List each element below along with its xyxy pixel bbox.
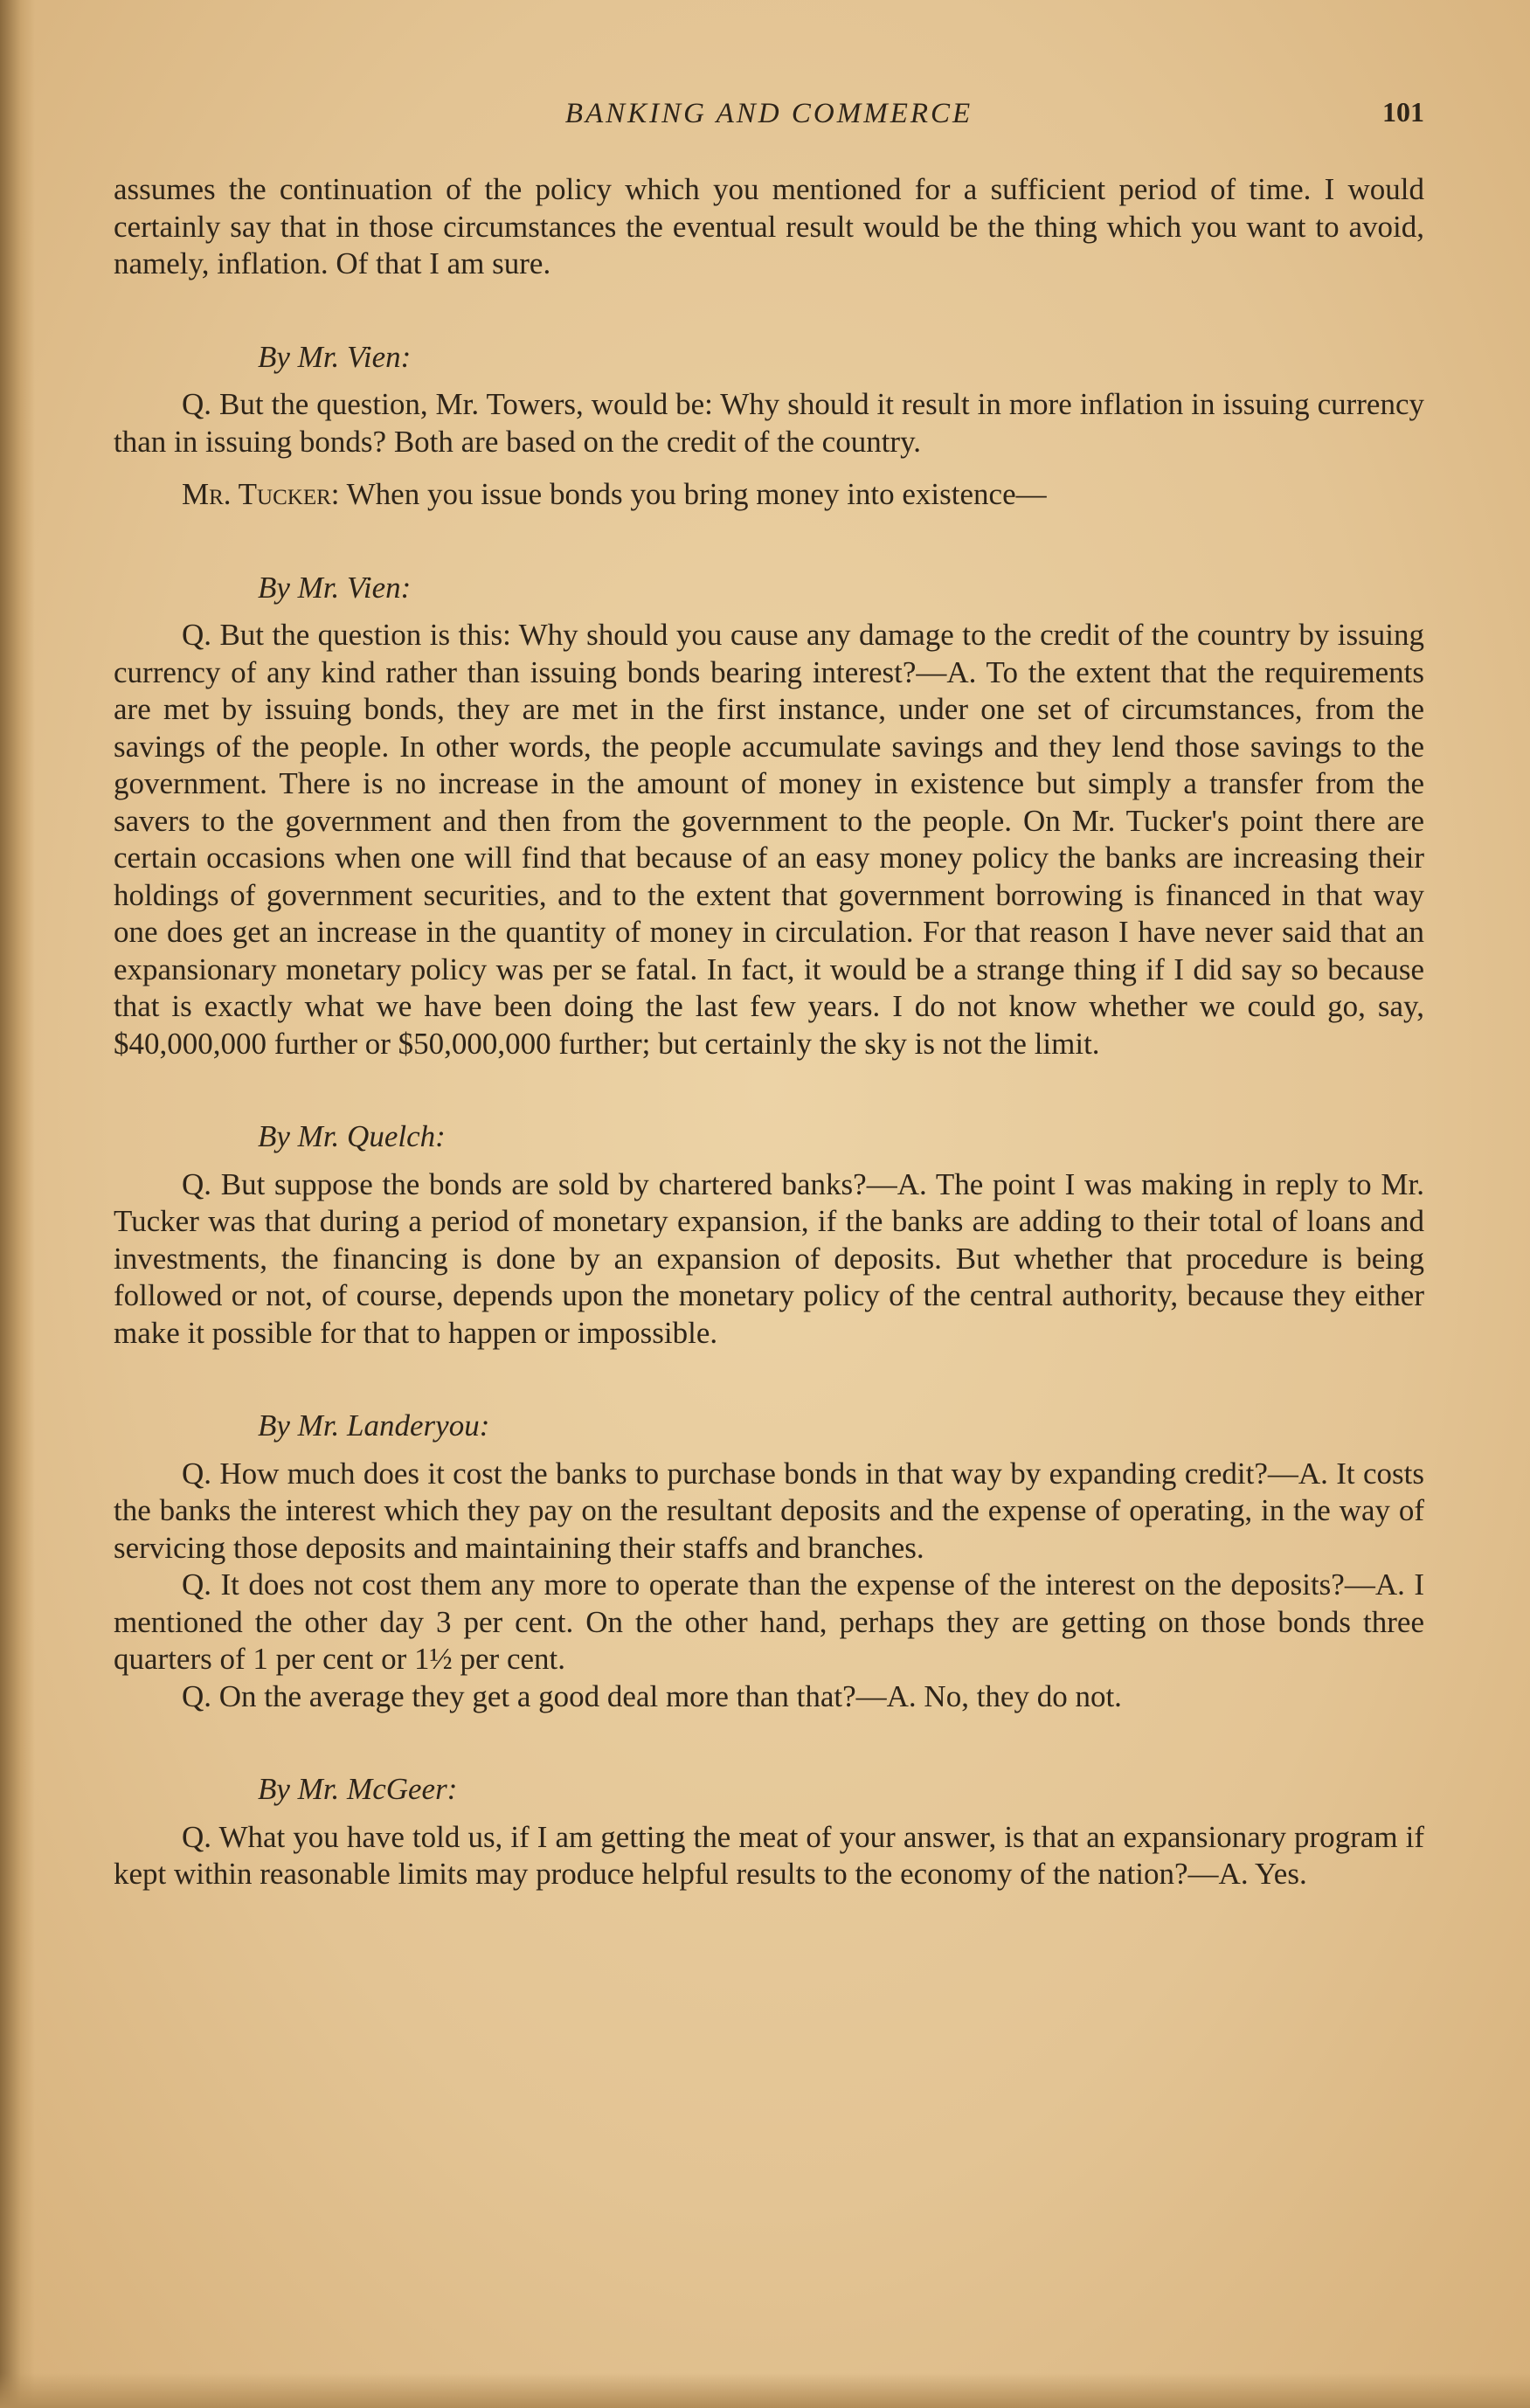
paragraph: Q. But suppose the bonds are sold by chartered banks?—A. The point I was making in reply to Mr. Tucker was that during a period of monetary expansion, if the banks are adding to their total of loans and investments, the financing is done by an expansion of deposits. But whether that procedure is being followed or not, of course, depends upon the monetary policy of the central authority, because they either make it possible for that to happen or impossible. bbox=[114, 1166, 1424, 1350]
paragraph bbox=[114, 476, 1424, 514]
paragraph: Q. But the question, Mr. Towers, would be: Why should it result in more inflation in issuing currency than in issuing bonds? Both are based on the credit of the country. bbox=[114, 387, 1424, 459]
page-edge-shadow bbox=[0, 0, 35, 2408]
page-number: 101 bbox=[1382, 96, 1424, 128]
speaker-heading: By Mr. McGeer: bbox=[258, 1772, 458, 1806]
speaker-heading: By Mr. Quelch: bbox=[258, 1119, 446, 1153]
speaker-name: Mr. Tucker bbox=[182, 477, 331, 511]
speaker-heading: By Mr. Vien: bbox=[258, 339, 412, 374]
paragraph: Q. On the average they get a good deal more than that?—A. No, they do not. bbox=[182, 1678, 1122, 1713]
paragraph: assumes the continuation of the policy which you mentioned for a sufficient period of time. I would certainly say that in those circumstances the eventual result would be the thing which you want to avoid, namely, inflation. Of that I am sure. bbox=[114, 172, 1424, 280]
paragraph: Q. How much does it cost the banks to purchase bonds in that way by expanding credit?—A. It costs the banks the interest which they pay on the resultant deposits and the expense of operating, in the way of servicing those deposits and maintaining their staffs and branches. bbox=[114, 1456, 1424, 1565]
speaker-text: : When you issue bonds you bring money into existence— bbox=[330, 477, 1047, 511]
page-bottom-shadow bbox=[0, 2373, 1530, 2408]
paragraph: Q. But the question is this: Why should you cause any damage to the credit of the country by issuing currency of any kind rather than issuing bonds bearing interest?—A. To the extent that the requirements are met by issuing bonds, they are met in the first instance, under one set of circumstances, from the savings of the people. In other words, the people accumulate savings and they lend those savings to the government. There is no increase in the amount of money in existence but simply a transfer from the savers to the government and then from the government to the people. On Mr. Tucker's point there are certain occasions when one will find that because of an easy money policy the banks are increasing their holdings of government securities, and to the extent that government borrowing is financed in that way one does get an increase in the quantity of money in circulation. For that reason I have never said that an expansionary monetary policy was per se fatal. In fact, it would be a strange thing if I did say so because that is exactly what we have been doing the last few years. I do not know whether we could go, say, $40,000,000 further or $50,000,000 further; but certainly the sky is not the limit. bbox=[114, 618, 1424, 1061]
running-head: BANKING AND COMMERCE bbox=[564, 98, 973, 129]
speaker-heading: By Mr. Landeryou: bbox=[258, 1408, 490, 1443]
speaker-heading: By Mr. Vien: bbox=[258, 570, 412, 605]
paragraph: Q. It does not cost them any more to operate than the expense of the interest on the deposits?—A. I mentioned the other day 3 per cent. On the other hand, perhaps they are getting on those bonds three quarters of 1 per cent or 1½ per cent. bbox=[114, 1567, 1424, 1676]
page-header bbox=[114, 94, 1424, 138]
paragraph: Q. What you have told us, if I am getting the meat of your answer, is that an expansionary program if kept within reasonable limits may produce helpful results to the economy of the nation?—A. Yes. bbox=[114, 1819, 1424, 1891]
page-body bbox=[114, 171, 1424, 1893]
